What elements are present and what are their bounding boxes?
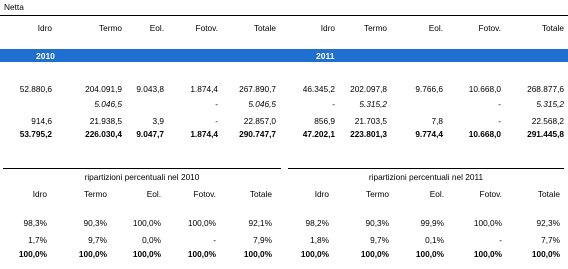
bottom-cell-2010-r0-eol: 100,0% [132,218,161,228]
top-cell-2011-r2-totale: 22.568,2 [531,116,564,126]
bottom-header-2010-idro: Idro [32,189,47,199]
bottom-header-2010-totale: Totale [249,189,272,199]
top-cell-2011-r2-eol: 7,8 [431,116,443,126]
bottom-cell-2011-r2-idro: 100,0% [300,249,329,259]
bottom-cell-2011-r1-idro: 1,8% [310,235,329,245]
top-cell-2011-r3-totale: 291.445,8 [527,129,564,139]
bottom-header-2011-termo: Termo [365,189,389,199]
bottom-divider-2011 [288,168,564,169]
bottom-cell-2010-r1-idro: 1,7% [28,235,47,245]
bottom-cell-2010-r2-totale: 100,0% [243,249,272,259]
year-label-2011: 2011 [316,51,335,61]
top-cell-2010-r2-idro: 914,6 [31,116,52,126]
bottom-header-2010-eol: Eol. [146,189,161,199]
bottom-cell-2011-r2-totale: 100,0% [531,249,560,259]
top-cell-2010-r2-termo: 21.938,5 [89,116,122,126]
top-header-2011-termo: Termo [363,23,387,33]
bottom-cell-2010-r1-totale: 7,9% [253,235,272,245]
bottom-cell-2010-r2-fotov: 100,0% [187,249,216,259]
top-cell-2011-r3-termo: 223.801,3 [350,129,387,139]
bottom-cell-2011-r1-fotov: - [499,235,502,245]
bottom-header-2010-fotov: Fotov. [193,189,216,199]
bottom-cell-2010-r2-termo: 100,0% [78,249,107,259]
bottom-title-2011: ripartizioni percentuali nel 2011 [368,172,484,182]
top-header-2010-idro: Idro [37,23,52,33]
bottom-cell-2010-r0-termo: 90,3% [83,218,107,228]
top-cell-2010-r0-eol: 9.043,8 [136,84,164,94]
top-cell-2010-r1-totale: 5.046,5 [248,99,276,109]
top-cell-2010-r0-fotov: 1.874,4 [190,84,218,94]
bottom-cell-2010-r1-eol: 0,0% [142,235,161,245]
bottom-cell-2010-r2-idro: 100,0% [18,249,47,259]
top-cell-2011-r0-eol: 9.766,6 [415,84,443,94]
top-cell-2011-r2-idro: 856,9 [314,116,335,126]
top-header-2011-eol: Eol. [428,23,443,33]
top-cell-2011-r1-totale: 5.315,2 [536,99,564,109]
top-cell-2011-r3-idro: 47.202,1 [302,129,335,139]
bottom-cell-2011-r0-idro: 98,2% [305,218,329,228]
top-cell-2011-r2-termo: 21.703,5 [354,116,387,126]
bottom-cell-2011-r1-totale: 7,7% [541,235,560,245]
top-cell-2010-r2-fotov: - [215,116,218,126]
top-cell-2010-r0-termo: 204.091,9 [85,84,122,94]
top-header-2011-idro: Idro [320,23,335,33]
top-cell-2011-r0-idro: 46.345,2 [302,84,335,94]
top-cell-2011-r3-eol: 9.774,4 [415,129,443,139]
top-cell-2010-r1-fotov: - [215,99,218,109]
bottom-cell-2011-r1-termo: 9,7% [370,235,389,245]
top-cell-2011-r0-totale: 268.877,6 [527,84,564,94]
top-cell-2010-r2-totale: 22.857,0 [243,116,276,126]
top-cell-2011-r1-termo: 5.315,2 [359,99,387,109]
bottom-cell-2010-r1-termo: 9,7% [88,235,107,245]
bottom-cell-2011-r1-eol: 0,1% [425,235,444,245]
bottom-header-2011-totale: Totale [537,189,560,199]
bottom-cell-2010-r0-idro: 98,3% [23,218,47,228]
top-cell-2010-r0-totale: 267.890,7 [239,84,276,94]
bottom-cell-2010-r1-fotov: - [213,235,216,245]
bottom-header-2010-termo: Termo [83,189,107,199]
top-cell-2011-r1-fotov: - [498,99,501,109]
top-cell-2010-r3-eol: 9.047,7 [136,129,164,139]
bottom-cell-2011-r2-termo: 100,0% [360,249,389,259]
top-header-2011-fotov: Fotov. [478,23,501,33]
bottom-cell-2010-r2-eol: 100,0% [132,249,161,259]
top-header-2010-eol: Eol. [149,23,164,33]
title-divider [0,15,568,16]
top-cell-2011-r2-fotov: - [498,116,501,126]
top-header-2010-fotov: Fotov. [195,23,218,33]
top-header-2010-totale: Totale [253,23,276,33]
bottom-cell-2010-r0-fotov: 100,0% [187,218,216,228]
sheet-title: Netta [4,2,24,12]
top-cell-2010-r1-termo: 5.046,5 [94,99,122,109]
top-cell-2010-r3-termo: 226.030,4 [85,129,122,139]
bottom-cell-2011-r0-termo: 90,3% [365,218,389,228]
bottom-header-2011-fotov: Fotov. [479,189,502,199]
top-cell-2010-r3-fotov: 1.874,4 [190,129,218,139]
bottom-cell-2011-r2-eol: 100,0% [415,249,444,259]
bottom-header-2011-eol: Eol. [429,189,444,199]
top-header-2011-totale: Totale [541,23,564,33]
top-cell-2010-r0-idro: 52.880,6 [19,84,52,94]
bottom-cell-2010-r0-totale: 92,1% [248,218,272,228]
bottom-cell-2011-r2-fotov: 100,0% [473,249,502,259]
bottom-title-2010: ripartizioni percentuali nel 2010 [84,172,200,182]
top-cell-2010-r3-totale: 290.747,7 [239,129,276,139]
bottom-cell-2011-r0-totale: 92,3% [536,218,560,228]
top-header-2010-termo: Termo [98,23,122,33]
bottom-cell-2011-r0-eol: 99,9% [420,218,444,228]
top-cell-2010-r2-eol: 3,9 [152,116,164,126]
bottom-divider-2010 [3,168,281,169]
top-cell-2011-r1-idro: - [332,99,335,109]
top-cell-2011-r0-termo: 202.097,8 [350,84,387,94]
bottom-header-2011-idro: Idro [314,189,329,199]
year-label-2010: 2010 [36,51,55,61]
top-cell-2011-r3-fotov: 10.668,0 [468,129,501,139]
top-cell-2011-r0-fotov: 10.668,0 [468,84,501,94]
top-cell-2010-r3-idro: 53.795,2 [19,129,52,139]
bottom-cell-2011-r0-fotov: 100,0% [473,218,502,228]
